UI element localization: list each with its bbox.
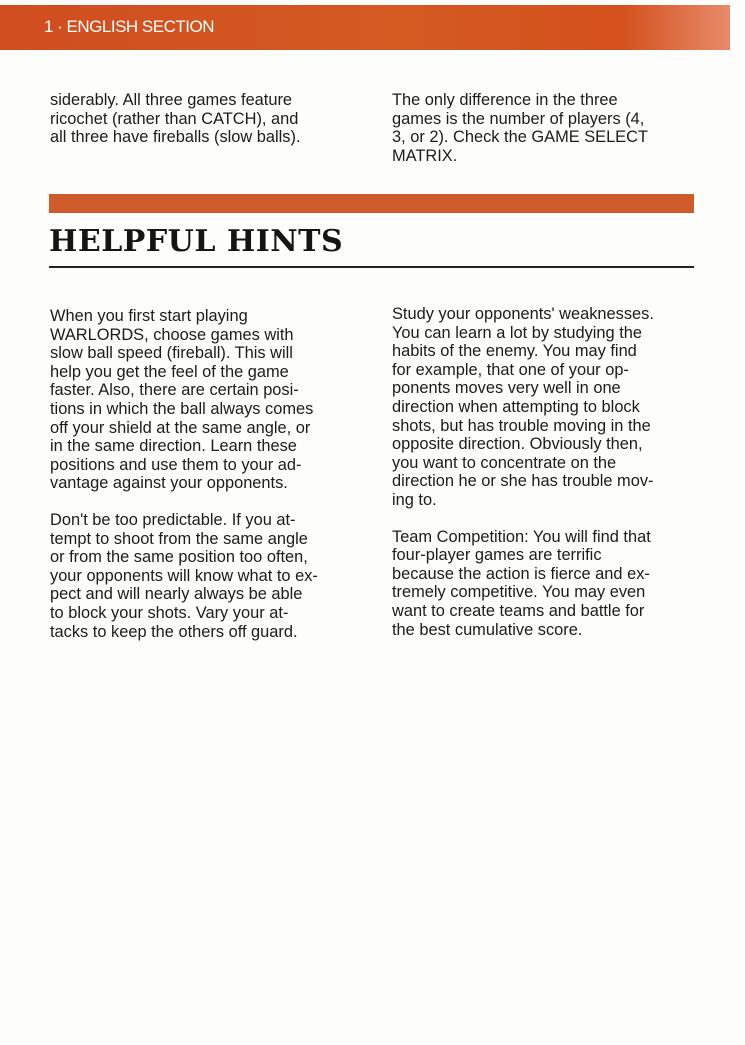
intro-left-column bbox=[50, 91, 350, 147]
section-title-rule bbox=[49, 266, 694, 268]
intro-right-column bbox=[392, 91, 692, 165]
intro-right-paragraph: The only difference in the three games is the number of players (4, 3, or 2). Check the GAME SELECT MATRIX. bbox=[392, 91, 648, 165]
section-divider-bar bbox=[49, 194, 694, 213]
hint-paragraph-first-play: When you first start playing WARLORDS, choose games with slow ball speed (fireball). This will help you get the feel of the game faster. Also, there are certain posi- tions in which the ball always comes off your shield at the same angle, or in the same direction. Learn these positions and use them to your ad- vantage against your opponents. bbox=[50, 307, 314, 493]
intro-left-paragraph: siderably. All three games feature ricochet (rather than CATCH), and all three have fireballs (slow balls). bbox=[50, 91, 301, 147]
hints-right-column bbox=[392, 305, 692, 639]
section-title: HELPFUL HINTS bbox=[49, 224, 344, 259]
hints-left-column bbox=[50, 307, 350, 641]
hint-paragraph-predictable: Don't be too predictable. If you at- tempt to shoot from the same angle or from the same position too often, your opponents will know what to ex- pect and will nearly always be able to block your shots. Vary your at- tacks to keep the others off guard. bbox=[50, 510, 318, 641]
hint-paragraph-weaknesses: Study your opponents' weaknesses. You can learn a lot by studying the habits of the enemy. You may find for example, that one of your op- ponents moves very well in one direction when attempting to block shots, but has trouble moving in the opposite direction. Obviously then, you want to concentrate on the direction he or she has trouble mov- ing to. bbox=[392, 305, 654, 509]
section-header-label: 1 · ENGLISH SECTION bbox=[44, 17, 214, 36]
hint-paragraph-team-competition: Team Competition: You will find that four-player games are terrific because the action is fierce and ex- tremely competitive. You may even want to create teams and battle for the best cumulative score. bbox=[392, 527, 651, 639]
